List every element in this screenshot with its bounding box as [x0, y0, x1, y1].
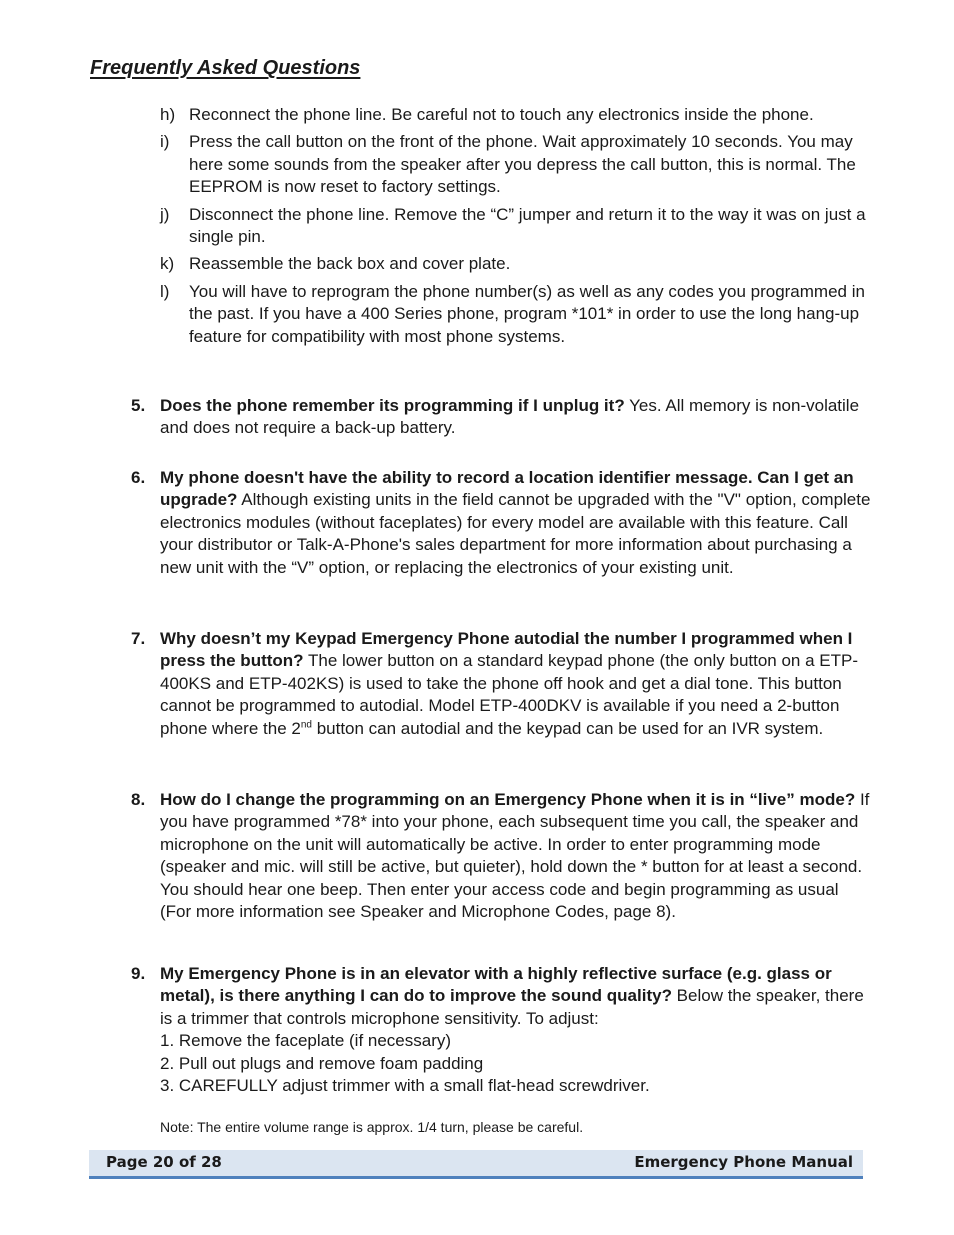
faq-item-6 [131, 467, 871, 579]
section-title: Frequently Asked Questions [90, 57, 361, 79]
faq-item-8 [131, 789, 871, 923]
list-item-text: Disconnect the phone line. Remove the “C” jumper and return it to the way it was on just a single pin. [189, 204, 866, 247]
faq-question: My Emergency Phone is in an elevator with a highly reflective surface (e.g. glass or metal), is there anything I can do to improve the sound quality? [160, 964, 832, 1006]
step-item: 1. Remove the faceplate (if necessary) [160, 1031, 452, 1051]
list-item [160, 281, 870, 348]
list-item-text: Press the call button on the front of the phone. Wait approximately 10 seconds. You may here some sounds from the speaker after you depress the call button, this is normal. The EEPROM is now reset to factory settings. [189, 132, 856, 197]
list-item-text: Reconnect the phone line. Be careful not to touch any electronics inside the phone. [189, 105, 814, 124]
faq-answer: Yes. All memory is non-volatile and does not require a back-up battery. [160, 396, 860, 438]
faq-body [160, 963, 871, 1030]
faq-number: 6. [131, 468, 146, 487]
ordinal-suffix: nd [300, 718, 312, 730]
note-text: Note: The entire volume range is approx. 1/4 turn, please be careful. [160, 1119, 584, 1135]
list-item-text: You will have to reprogram the phone number(s) as well as any codes you programmed in the past. If you have a 400 Series phone, program *101* in order to use the long hang-up feature for compatibility with most phone systems. [189, 281, 865, 346]
faq-number: 8. [131, 790, 146, 809]
faq-item-5 [131, 395, 871, 440]
faq-question: How do I change the programming on an Emergency Phone when it is in “live” mode? [160, 790, 856, 809]
faq-body [160, 395, 871, 440]
list-item [160, 131, 870, 198]
page-number: Page 20 of 28 [106, 1153, 222, 1171]
page-footer [89, 1150, 863, 1179]
faq-number: 5. [131, 396, 146, 415]
faq-question: Does the phone remember its programming if I unplug it? [160, 396, 625, 415]
faq-answer: Below the speaker, there is a trimmer that controls microphone sensitivity. To adjust: [160, 986, 864, 1028]
step-item: 3. CAREFULLY adjust trimmer with a small flat-head screwdriver. [160, 1076, 650, 1096]
list-item [160, 253, 870, 275]
faq-number: 9. [131, 964, 146, 983]
faq-item-7 [131, 628, 871, 740]
manual-title: Emergency Phone Manual [634, 1153, 853, 1171]
faq-body [160, 789, 871, 923]
list-marker: h) [160, 105, 176, 124]
faq-answer: Although existing units in the field cannot be upgraded with the "V" option, complete electronics modules (without faceplates) for every model are available with this feature. Call your distributor or Talk-A-Phone's sales department for more information about purchasing a new unit with the “V” option, or replacing the electronics of your existing unit. [160, 490, 871, 577]
list-marker: i) [160, 132, 170, 152]
faq-answer: The lower button on a standard keypad phone (the only button on a ETP-400KS and ETP-402KS) is used to take the phone off hook and get a dial tone. This button cannot be programmed to autodial. Model ETP-400DKV is available if you need a 2-button phone where the 2 [160, 651, 859, 738]
faq-body [160, 467, 871, 579]
list-marker: l) [160, 281, 170, 301]
step-item: 2. Pull out plugs and remove foam padding [160, 1053, 484, 1073]
adjust-steps [160, 1030, 871, 1097]
faq-answer-cont: button can autodial and the keypad can be used for an IVR system. [311, 718, 824, 738]
faq-number: 7. [131, 629, 146, 648]
list-marker: j) [160, 204, 170, 224]
faq-item-9 [131, 963, 871, 1097]
list-marker: k) [160, 254, 175, 274]
faq-body [160, 628, 871, 740]
list-item [160, 104, 870, 126]
reset-steps-list [160, 104, 870, 353]
faq-question: My phone doesn't have the ability to record a location identifier message. Can I get an upgrade? [160, 468, 854, 510]
list-item [160, 204, 870, 249]
list-item-text: Reassemble the back box and cover plate. [189, 254, 511, 274]
faq-question: Why doesn’t my Keypad Emergency Phone autodial the number I programmed when I press the button? [160, 629, 853, 671]
faq-answer: If you have programmed *78* into your phone, each subsequent time you call, the speaker and microphone on the unit will automatically be active. In order to enter programming mode (speaker and mic. will still be active, but quieter), hold down the * button for at least a second. You should hear one beep. Then enter your access code and begin programming as usual (For more information see Speaker and Microphone Codes, page 8). [160, 790, 870, 922]
